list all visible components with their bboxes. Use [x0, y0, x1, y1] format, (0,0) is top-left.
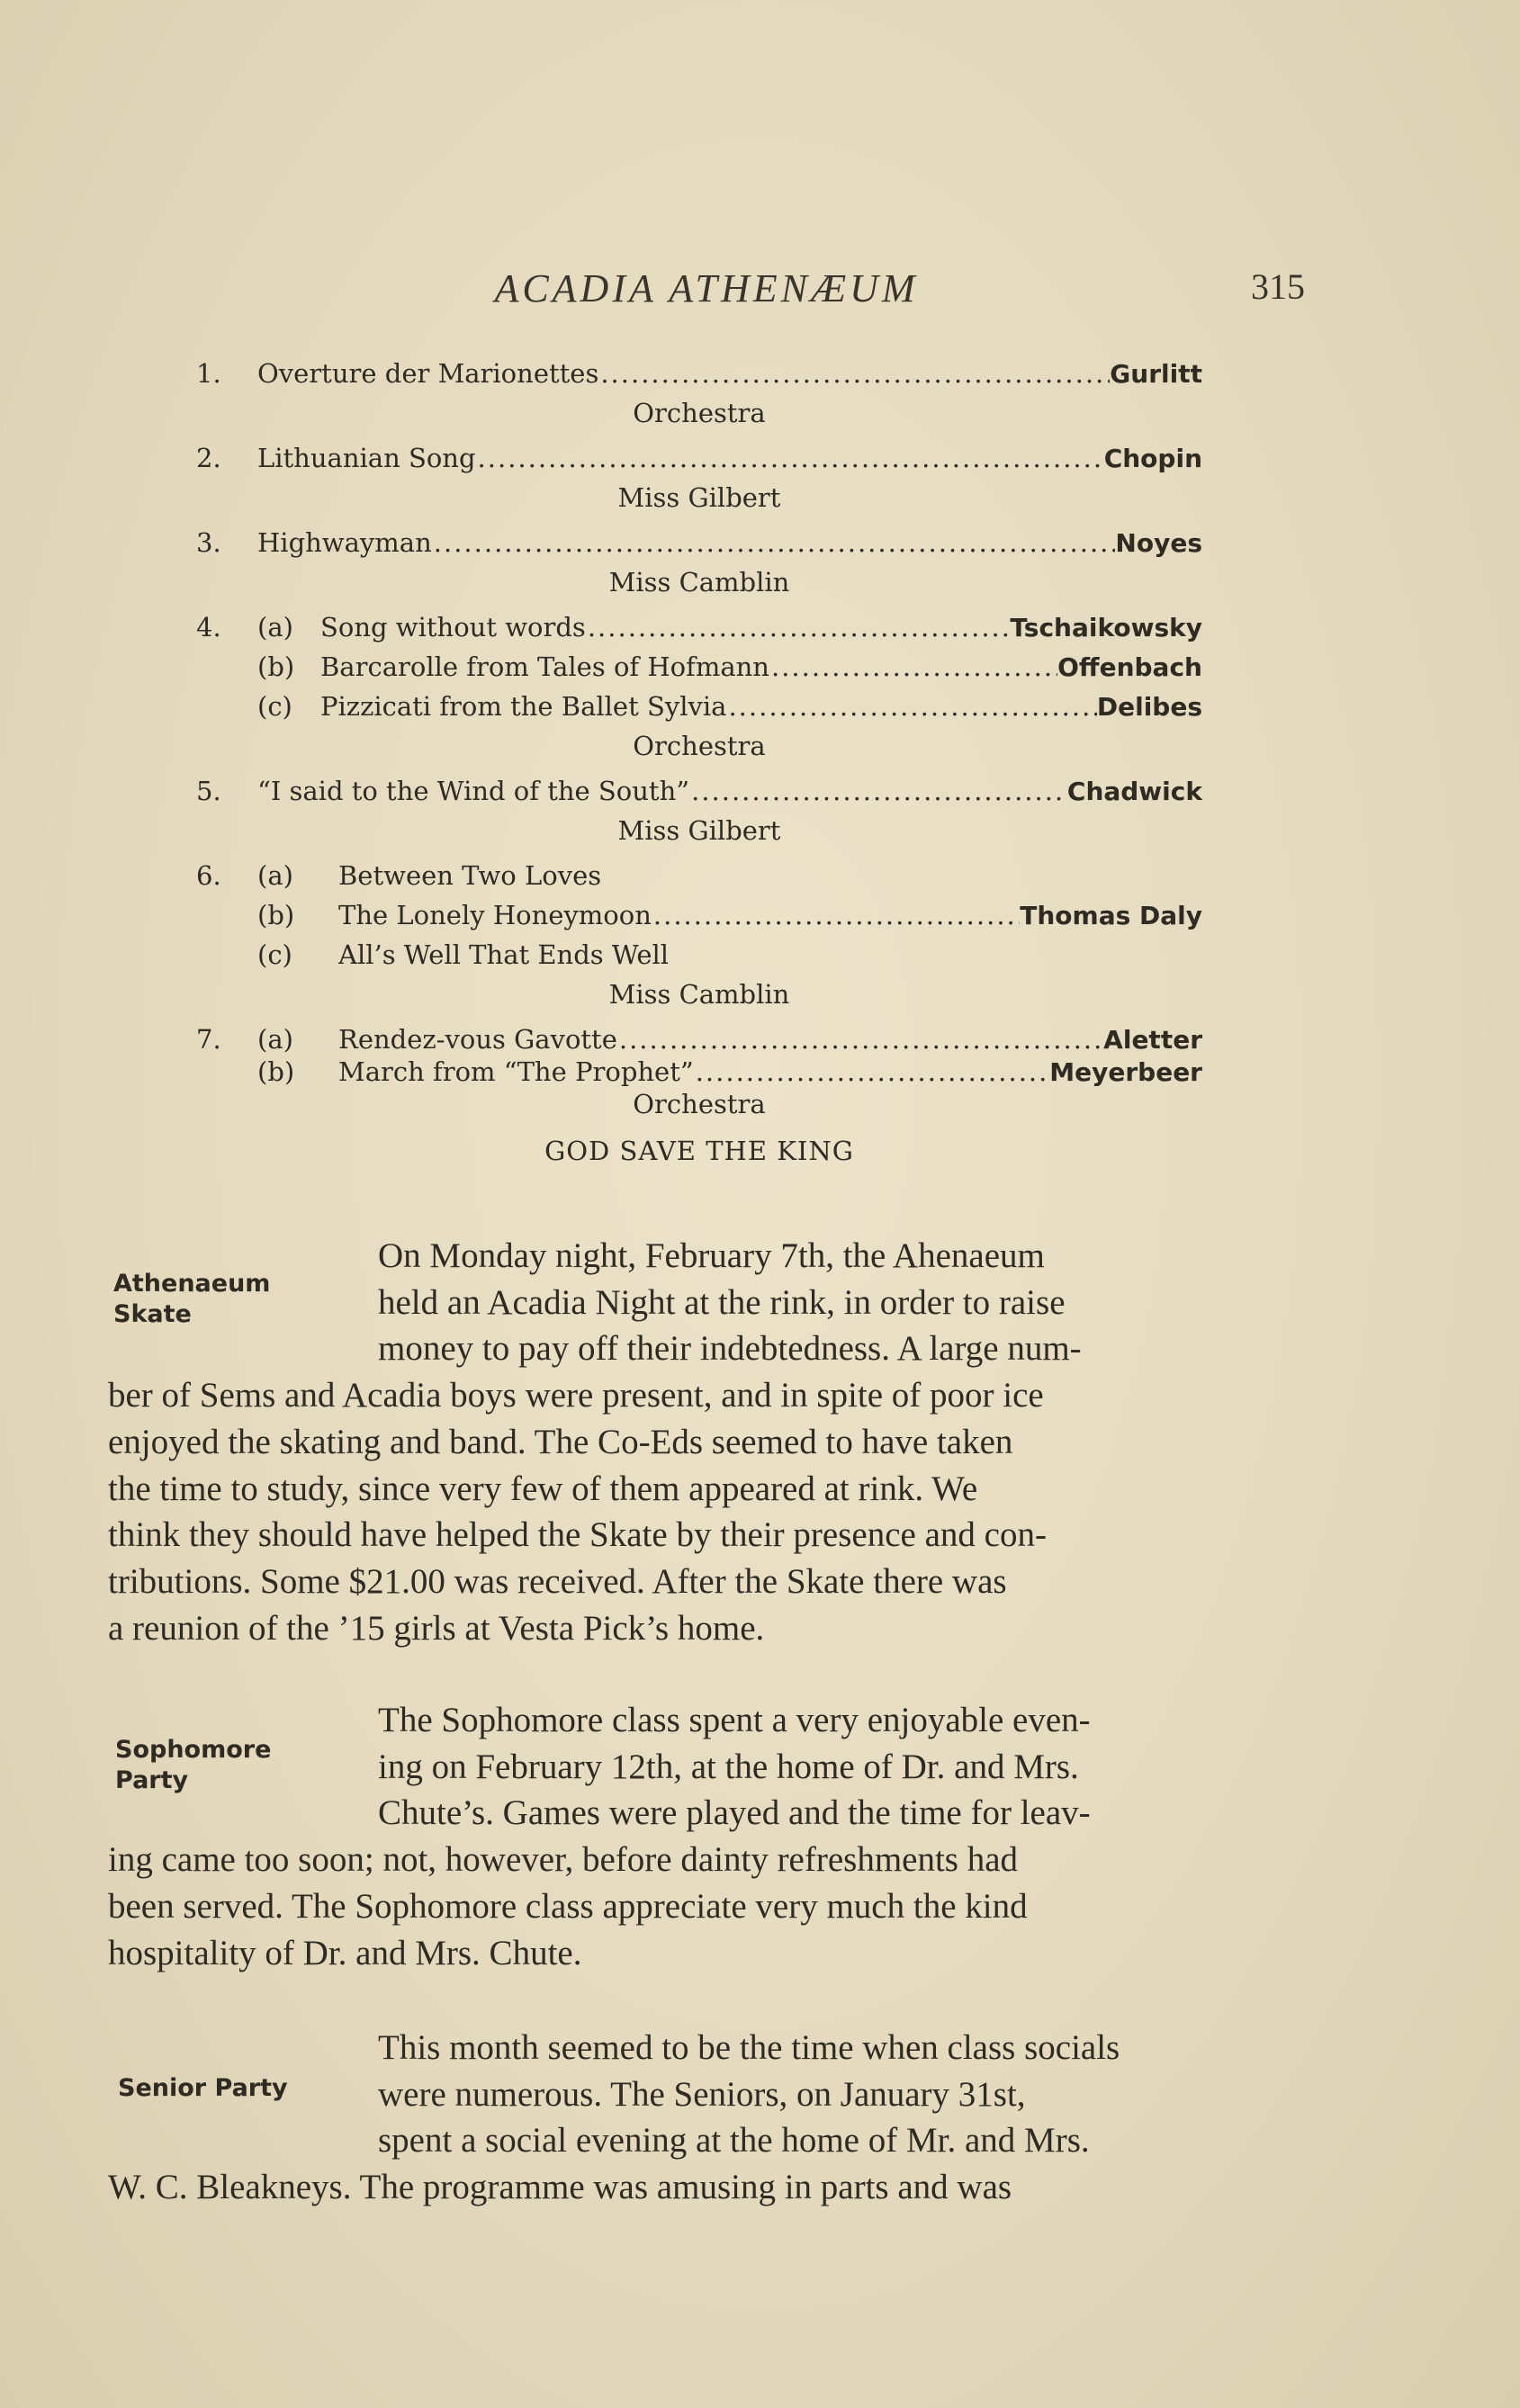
dot-leader [652, 900, 1020, 930]
article-sophomore-party [108, 1697, 1305, 1976]
piece-title: Barcarolle from Tales of Hofmann [320, 651, 769, 682]
item-number: 6. [196, 860, 221, 891]
piece-title: Highwayman [257, 527, 432, 558]
item-letter: (b) [257, 900, 295, 930]
article-senior-party [108, 2025, 1305, 2211]
side-note-line: Athenaeum [113, 1270, 271, 1298]
item-number: 5. [196, 776, 221, 806]
item-letter: (b) [257, 651, 295, 682]
piece-title: Between Two Loves [338, 860, 602, 891]
text-line: ber of Sems and Acadia boys were present, and in spite of poor ice [108, 1376, 1044, 1415]
article-athenaeum-skate [108, 1233, 1305, 1651]
composer-name: Gurlitt [1110, 359, 1202, 389]
piece-title: Overture der Marionettes [257, 358, 599, 389]
programme-line [196, 1024, 1202, 1058]
composer-name: Chopin [1103, 444, 1202, 473]
dot-leader [598, 358, 1110, 389]
item-number: 2. [196, 443, 221, 473]
side-note-line: Party [115, 1766, 189, 1794]
dot-leader [769, 651, 1057, 682]
performer: Orchestra [633, 398, 766, 428]
item-letter: (a) [257, 860, 293, 891]
item-number: 4. [196, 612, 221, 642]
text-line: Chute’s. Games were played and the time for leav- [378, 1793, 1091, 1833]
piece-title: All’s Well That Ends Well [338, 939, 670, 970]
performer: Miss Gilbert [617, 482, 781, 513]
text-line: been served. The Sophomore class appreciate very much the kind [108, 1886, 1028, 1926]
text-line: W. C. Bleakneys. The programme was amusing in parts and was [108, 2168, 1012, 2207]
programme-line [196, 900, 1202, 934]
piece-title: The Lonely Honeymoon [338, 900, 652, 930]
item-number: 3. [196, 527, 221, 558]
text-line: were numerous. The Seniors, on January 31st, [378, 2074, 1026, 2114]
piece-title: Lithuanian Song [257, 443, 476, 473]
dot-leader [432, 527, 1116, 558]
performer: Miss Camblin [608, 979, 790, 1010]
item-letter: (b) [257, 1056, 295, 1087]
dot-leader [476, 443, 1104, 473]
item-letter: (c) [257, 939, 292, 970]
text-line: On Monday night, February 7th, the Ahenaeum [378, 1236, 1045, 1275]
text-line: The Sophomore class spent a very enjoyable even- [378, 1701, 1091, 1739]
closing-anthem: GOD SAVE THE KING [544, 1136, 854, 1166]
side-note-line: Sophomore [115, 1736, 272, 1764]
item-letter: (c) [257, 691, 292, 722]
item-number: 1. [196, 358, 221, 389]
composer-name: Tschaikowsky [1010, 613, 1202, 642]
text-line: This month seemed to be the time when class socials [378, 2028, 1120, 2067]
performer: Orchestra [633, 731, 766, 761]
composer-name: Offenbach [1057, 652, 1202, 682]
programme-line [196, 651, 1202, 686]
programme-line [196, 527, 1202, 562]
composer-name: Noyes [1115, 528, 1202, 558]
programme-line [196, 776, 1202, 810]
dot-leader [617, 1024, 1103, 1055]
performer: Orchestra [633, 1089, 766, 1119]
side-note-line: Senior Party [118, 2074, 288, 2102]
programme-line [196, 358, 1202, 392]
programme-line [196, 612, 1202, 646]
running-header [108, 265, 1305, 319]
item-letter: (a) [257, 612, 293, 642]
composer-name: Thomas Daly [1020, 901, 1202, 930]
programme-line [196, 939, 1202, 974]
page-number: 315 [1251, 266, 1305, 307]
dot-leader [726, 691, 1096, 722]
item-letter: (a) [257, 1024, 293, 1055]
journal-title: ACADIA ATHENÆUM [494, 266, 919, 310]
text-line: enjoyed the skating and band. The Co-Eds seemed to have taken [108, 1422, 1013, 1461]
piece-title: March from “The Prophet” [338, 1056, 694, 1087]
text-line: think they should have helped the Skate by their presence and con- [108, 1515, 1047, 1555]
performer: Miss Gilbert [617, 815, 781, 846]
piece-title: Pizzicati from the Ballet Sylvia [320, 691, 727, 722]
text-line: spent a social evening at the home of Mr. and Mrs. [378, 2121, 1090, 2161]
text-line: held an Acadia Night at the rink, in order to raise [378, 1282, 1066, 1322]
dot-leader [586, 612, 1011, 642]
side-note-line: Skate [113, 1300, 192, 1328]
text-line: money to pay off their indebtedness. A large num- [378, 1329, 1082, 1369]
programme-line [196, 443, 1202, 477]
text-line: the time to study, since very few of them appeared at rink. We [108, 1469, 978, 1508]
text-line: ing on February 12th, at the home of Dr. and Mrs. [378, 1747, 1079, 1786]
text-line: tributions. Some $21.00 was received. After the Skate there was [108, 1561, 1007, 1601]
dot-leader [689, 776, 1067, 806]
text-line: hospitality of Dr. and Mrs. Chute. [108, 1933, 582, 1972]
item-number: 7. [196, 1024, 221, 1055]
composer-name: Meyerbeer [1049, 1057, 1202, 1087]
text-line: ing came too soon; not, however, before dainty refreshments had [108, 1840, 1019, 1880]
performer: Miss Camblin [608, 567, 790, 598]
dot-leader [694, 1056, 1050, 1087]
programme-line [196, 860, 1202, 894]
programme-line [196, 1056, 1202, 1091]
piece-title: Rendez-vous Gavotte [338, 1024, 617, 1055]
programme-line [196, 691, 1202, 725]
piece-title: “I said to the Wind of the South” [257, 776, 690, 806]
piece-title: Song without words [320, 612, 586, 642]
composer-name: Delibes [1096, 692, 1202, 722]
composer-name: Chadwick [1066, 777, 1202, 806]
text-line: a reunion of the ’15 girls at Vesta Pick’s home. [108, 1608, 765, 1648]
composer-name: Aletter [1103, 1025, 1202, 1055]
